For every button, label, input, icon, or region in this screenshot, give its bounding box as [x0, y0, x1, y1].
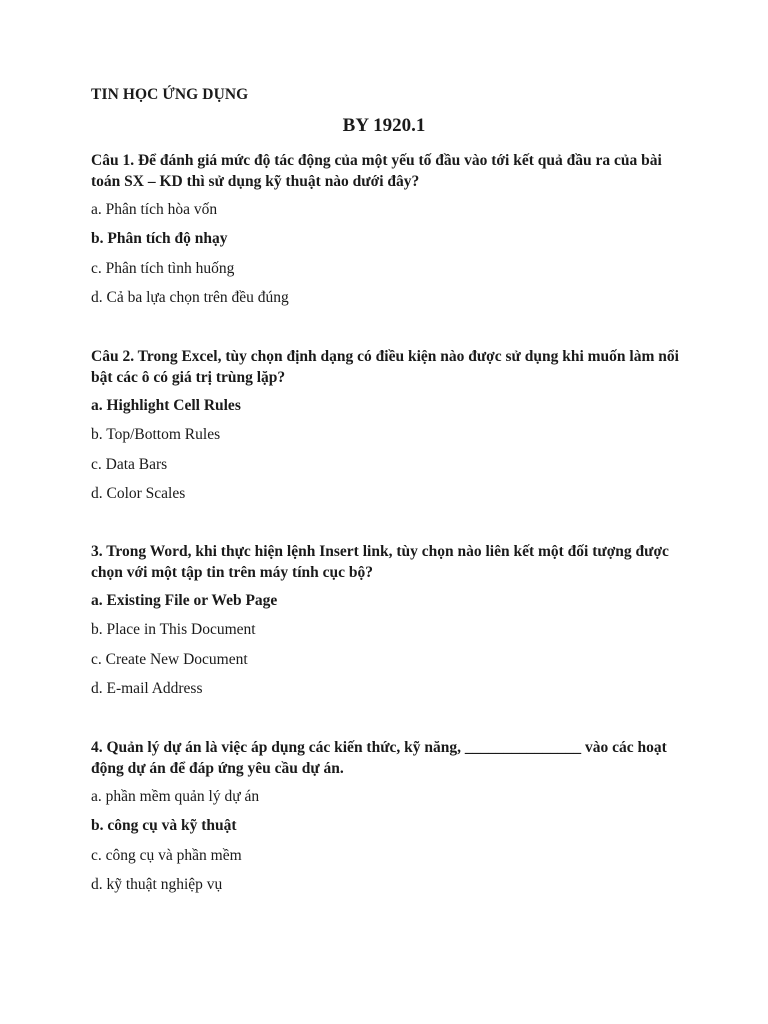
question-text: 3. Trong Word, khi thực hiện lệnh Insert link, tùy chọn nào liên kết một đối tượng được chọn với một tập tin trên máy tính cục bộ? — [91, 543, 669, 581]
exam-code: BY 1920.1 — [342, 115, 426, 136]
option-list — [91, 787, 691, 904]
question-text: 4. Quản lý dự án là việc áp dụng các kiến thức, kỹ năng, _______________ vào các hoạt động dự án để đáp ứng yêu cầu dự án. — [91, 739, 667, 777]
option-b: b. Top/Bottom Rules — [91, 426, 221, 444]
option-c: c. Phân tích tình huống — [91, 259, 235, 277]
question-4 — [91, 737, 691, 904]
option-a: a. Highlight Cell Rules — [91, 397, 241, 414]
option-d: d. E-mail Address — [91, 679, 203, 697]
option-d: d. Color Scales — [91, 484, 186, 502]
option-d: d. kỹ thuật nghiệp vụ — [91, 875, 223, 893]
option-c: c. Create New Document — [91, 650, 248, 668]
question-text: Câu 1. Để đánh giá mức độ tác động của một yếu tố đầu vào tới kết quả đầu ra của bài toán SX – KD thì sử dụng kỹ thuật nào dưới đây? — [91, 152, 662, 190]
question-2 — [91, 346, 691, 513]
option-c: c. công cụ và phần mềm — [91, 846, 242, 864]
option-d: d. Cả ba lựa chọn trên đều đúng — [91, 288, 289, 306]
option-b: b. công cụ và kỹ thuật — [91, 817, 237, 835]
question-text: Câu 2. Trong Excel, tùy chọn định dạng có điều kiện nào được sử dụng khi muốn làm nổi bật các ô có giá trị trùng lặp? — [91, 348, 679, 386]
option-c: c. Data Bars — [91, 455, 168, 473]
option-a: a. Existing File or Web Page — [91, 592, 278, 609]
option-b: b. Place in This Document — [91, 621, 256, 639]
question-1 — [91, 150, 691, 317]
option-list — [91, 396, 691, 513]
option-list — [91, 200, 691, 317]
option-a: a. Phân tích hòa vốn — [91, 201, 218, 218]
option-b: b. Phân tích độ nhạy — [91, 230, 228, 248]
subject-heading: TIN HỌC ỨNG DỤNG — [91, 86, 249, 103]
option-list — [91, 591, 691, 708]
option-a: a. phần mềm quản lý dự án — [91, 788, 260, 805]
question-3 — [91, 541, 691, 708]
